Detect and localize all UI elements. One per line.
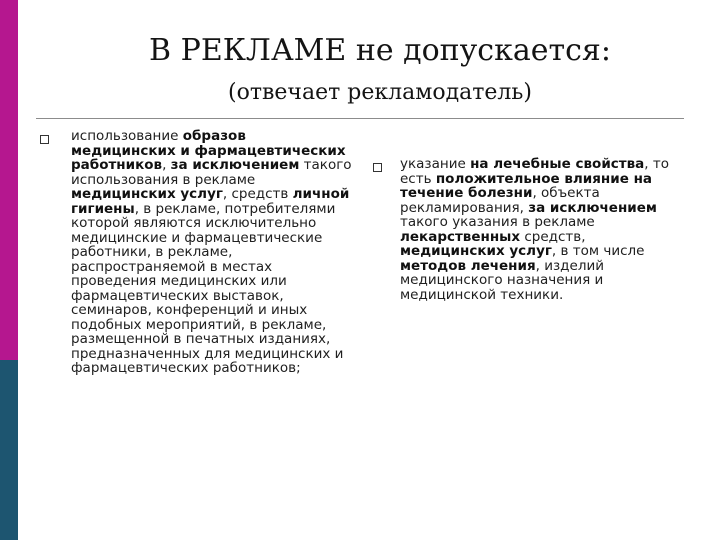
slide-subtitle: (отвечает рекламодатель) (228, 80, 532, 105)
text-segment-bold: медицинских услуг (71, 186, 223, 202)
text-segment-bold: за исключением (170, 157, 300, 173)
text-segment: , объекта рекламирования, (400, 185, 600, 216)
title-divider (36, 118, 684, 119)
text-segment: , в том числе (551, 243, 645, 259)
accent-bar-bottom (0, 360, 18, 540)
text-segment-bold: медицинских услуг (400, 243, 552, 259)
text-segment-bold: положительное влияние на течение болезни (400, 170, 653, 201)
text-segment: , в рекламе, потребителями которой являются исключительно медицинские и фармацевтические работники, в рекламе, распространяемой в местах проведения медицинских или фармацевтических выставок, семинаров, конференций и иных подобных мероприятий, в рекламе, размещенной в печатных изданиях, предназначенных для медицинских и фармацевтических работников; (71, 200, 344, 376)
slide-title: В РЕКЛАМЕ не допускается: (149, 33, 611, 68)
bullet-text-right (400, 157, 692, 302)
bullet-text-left (71, 129, 353, 376)
text-segment-bold: лекарственных (400, 228, 521, 245)
text-segment: такого указания в рекламе (400, 214, 595, 230)
text-segment: , (162, 157, 171, 173)
text-segment: , средств (222, 186, 293, 202)
text-segment: , то есть (400, 156, 669, 187)
text-segment-bold: образов медицинских и фармацевтических работников (71, 128, 346, 173)
text-segment: , изделий медицинского назначения и медицинской техники. (400, 257, 604, 303)
text-segment-bold: на лечебные свойства (470, 156, 645, 172)
square-bullet-icon (373, 163, 382, 172)
accent-bar-top (0, 0, 18, 360)
text-segment: такого использования в рекламе (71, 157, 352, 188)
square-bullet-icon (40, 135, 49, 144)
text-segment-bold: методов лечения (400, 257, 536, 274)
text-segment-bold: за исключением (528, 199, 657, 216)
text-segment: указание (400, 156, 471, 172)
text-segment-bold: личной гигиены (71, 186, 350, 217)
text-segment: средств, (520, 228, 586, 245)
text-segment: использование (71, 128, 183, 144)
